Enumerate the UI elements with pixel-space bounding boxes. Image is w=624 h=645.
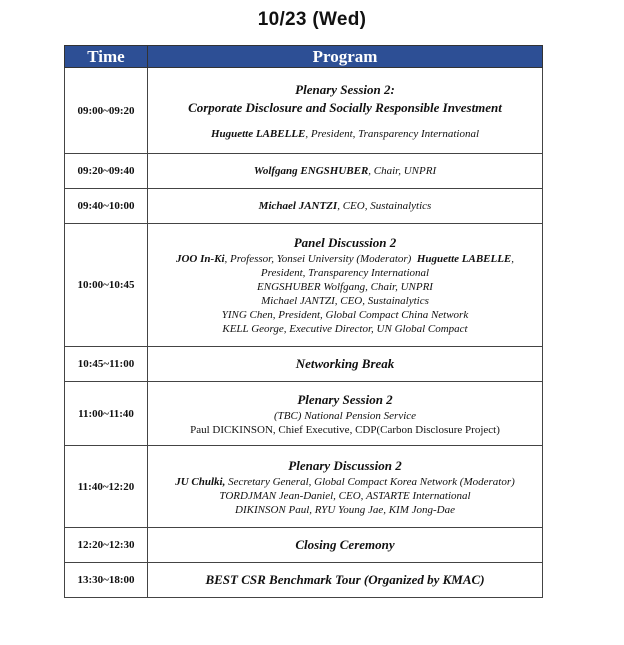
- table-header: [65, 46, 543, 68]
- speaker-line: DIKINSON Paul, RYU Young Jae, KIM Jong-Dae: [235, 503, 455, 516]
- speaker-line: [148, 127, 542, 141]
- speaker-role: , CEO, Sustainalytics: [337, 200, 432, 212]
- program-cell: [148, 382, 543, 446]
- speaker-line: Michael JANTZI, CEO, Sustainalytics: [261, 295, 429, 307]
- speaker-line: [148, 475, 542, 489]
- table-row: [65, 382, 543, 446]
- program-cell: [148, 528, 543, 563]
- speaker-line: President, Transparency International: [260, 267, 430, 279]
- speaker-line: [148, 252, 542, 266]
- speaker-name: Michael JANTZI: [258, 200, 338, 212]
- speaker-line: KELL George, Executive Director, UN Global Compact: [222, 323, 468, 335]
- session-title: Closing Ceremony: [295, 537, 395, 552]
- session-title: Plenary Discussion 2: [288, 457, 402, 473]
- program-cell: [148, 68, 543, 154]
- speaker-role: , Professor, Yonsei University (Moderator): [224, 253, 412, 265]
- program-cell: [148, 189, 543, 224]
- program-cell: [148, 224, 543, 347]
- speaker-line: YING Chen, President, Global Compact China Network: [221, 309, 469, 321]
- program-cell: [148, 563, 543, 598]
- speaker-line: (TBC) National Pension Service: [273, 409, 417, 422]
- speaker-line: TORDJMAN Jean-Daniel, CEO, ASTARTE International: [219, 489, 471, 502]
- speaker-role: , Chair, UNPRI: [368, 165, 437, 177]
- speaker-role: , President, Transparency International: [305, 127, 480, 140]
- table-row: [65, 224, 543, 347]
- time-cell: 09:40~10:00: [65, 189, 148, 224]
- speaker-name: Wolfgang ENGSHUBER: [253, 165, 369, 177]
- speaker-name: Huguette LABELLE: [210, 127, 306, 140]
- time-cell: 09:00~09:20: [65, 68, 148, 154]
- time-cell: 11:00~11:40: [65, 382, 148, 446]
- day-title: 10/23 (Wed): [257, 9, 367, 30]
- time-cell: 10:45~11:00: [65, 347, 148, 382]
- speaker-line: [148, 199, 542, 213]
- time-cell: 10:00~10:45: [65, 224, 148, 347]
- speaker-line: [148, 164, 542, 178]
- table-row: [65, 347, 543, 382]
- time-header: Time: [65, 46, 148, 68]
- time-cell: 11:40~12:20: [65, 446, 148, 528]
- table-row: [65, 446, 543, 528]
- speaker-line: Paul DICKINSON, Chief Executive, CDP(Carbon Disclosure Project): [190, 423, 500, 436]
- speaker-name: Huguette LABELLE: [416, 253, 512, 265]
- session-title: Networking Break: [295, 356, 395, 371]
- program-cell: [148, 347, 543, 382]
- program-cell: [148, 446, 543, 528]
- speaker-line: ENGSHUBER Wolfgang, Chair, UNPRI: [257, 281, 433, 293]
- session-title: BEST CSR Benchmark Tour (Organized by KMAC): [205, 572, 485, 587]
- session-subtitle: Corporate Disclosure and Socially Responsible Investment: [188, 99, 502, 115]
- time-cell: 13:30~18:00: [65, 563, 148, 598]
- session-title: Plenary Session 2: [297, 391, 393, 407]
- speaker-name: JU Chulki,: [175, 475, 226, 488]
- speaker-role: ,: [511, 253, 515, 265]
- session-title: Panel Discussion 2: [293, 235, 397, 250]
- time-cell: 09:20~09:40: [65, 154, 148, 189]
- table-row: [65, 189, 543, 224]
- time-cell: 12:20~12:30: [65, 528, 148, 563]
- program-header: Program: [148, 46, 543, 68]
- session-title: Plenary Session 2:: [295, 81, 395, 97]
- table-row: [65, 154, 543, 189]
- table-row: [65, 563, 543, 598]
- program-cell: [148, 154, 543, 189]
- speaker-role: Secretary General, Global Compact Korea Network (Moderator): [225, 475, 515, 488]
- schedule-table: [64, 45, 543, 598]
- table-row: [65, 528, 543, 563]
- speaker-name: JOO In-Ki: [175, 253, 225, 265]
- table-row: [65, 68, 543, 154]
